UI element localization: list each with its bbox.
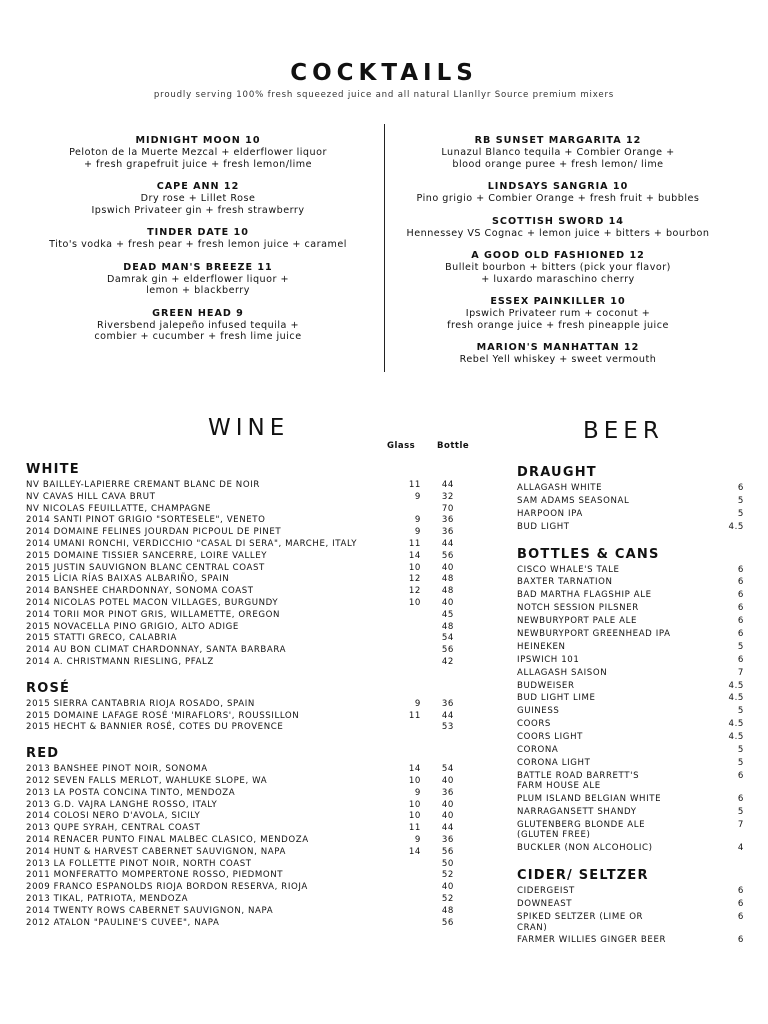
beer-row	[517, 706, 747, 719]
beer-row	[517, 603, 747, 616]
wine-row	[26, 598, 466, 610]
wine-name: 2015 SIERRA CANTABRIA RIOJA ROSADO, SPAIN	[26, 698, 255, 709]
beer-name: BUDWEISER	[517, 680, 575, 691]
wine-glass-price: 11	[408, 480, 421, 490]
wine-row	[26, 823, 466, 835]
wine-row	[26, 574, 466, 586]
beer-row	[517, 807, 747, 820]
wine-name: 2014 NICOLAS POTEL MACON VILLAGES, BURGUNDY	[26, 597, 279, 608]
cocktail-description: Rebel Yell whiskey + sweet vermouth	[459, 354, 657, 365]
beer-price: 6	[737, 912, 744, 923]
wine-name: 2013 LA FOLLETTE PINOT NOIR, NORTH COAST	[26, 858, 252, 869]
beer-name: NOTCH SESSION PILSNER	[517, 603, 639, 614]
beer-name: BUD LIGHT LIME	[517, 693, 596, 704]
wine-section	[26, 462, 466, 669]
beer-name: CISCO WHALE'S TALE	[517, 564, 620, 575]
wine-row	[26, 894, 466, 906]
wine-name: 2014 TORII MOR PINOT GRIS, WILLAMETTE, OREGON	[26, 609, 281, 620]
wine-name: 2013 BANSHEE PINOT NOIR, SONOMA	[26, 764, 208, 775]
wine-title: WINE	[208, 415, 290, 441]
beer-name: GLUTENBERG BLONDE ALE (GLUTEN FREE)	[517, 819, 646, 841]
beer-name: COORS	[517, 719, 551, 730]
wine-row	[26, 539, 466, 551]
beer-row	[517, 912, 747, 935]
cocktail-column-left	[18, 135, 378, 354]
beer-row	[517, 577, 747, 590]
beer-name: BUD LIGHT	[517, 521, 570, 532]
cocktail-description: fresh orange juice + fresh pineapple juice	[447, 319, 669, 331]
wine-bottle-price: 48	[441, 905, 454, 916]
wine-row	[26, 811, 466, 823]
wine-row	[26, 918, 466, 930]
beer-name: HARPOON IPA	[517, 508, 583, 519]
wine-bottle-price: 48	[441, 574, 454, 585]
beer-price: 6	[737, 794, 744, 805]
wine-bottle-price: 44	[441, 710, 454, 721]
beer-name: CORONA	[517, 745, 559, 756]
beer-name: FARMER WILLIES GINGER BEER	[517, 935, 667, 946]
wine-list	[26, 462, 466, 941]
wine-bottle-price: 52	[441, 893, 454, 904]
wine-name: 2014 A. CHRISTMANN RIESLING, PFALZ	[26, 656, 214, 667]
beer-row	[517, 496, 747, 509]
beer-name: BATTLE ROAD BARRETT'S FARM HOUSE ALE	[517, 770, 640, 792]
bottle-column-header: Bottle	[437, 441, 470, 451]
beer-price: 6	[737, 886, 744, 897]
beer-section	[517, 868, 747, 948]
beer-list	[517, 465, 747, 960]
wine-section	[26, 746, 466, 929]
beer-row	[517, 758, 747, 771]
cocktail-description: Ipswich Privateer gin + fresh strawberry	[91, 204, 305, 216]
beer-row	[517, 719, 747, 732]
wine-name: 2015 STATTI GRECO, CALABRIA	[26, 633, 177, 644]
beer-name: ALLAGASH WHITE	[517, 483, 603, 493]
cocktail-description: + fresh grapefruit juice + fresh lemon/lime	[83, 158, 313, 170]
wine-row	[26, 906, 466, 918]
cocktail-item	[18, 181, 378, 216]
wine-glass-price: 9	[414, 698, 421, 709]
beer-name: BAXTER TARNATION	[517, 577, 613, 588]
cocktail-description: Ipswich Privateer rum + coconut +	[465, 308, 651, 319]
wine-bottle-price: 48	[441, 586, 454, 597]
wine-glass-price: 11	[408, 823, 421, 834]
beer-price: 4.5	[728, 693, 744, 704]
beer-row	[517, 794, 747, 807]
wine-row	[26, 764, 466, 776]
wine-glass-price: 9	[414, 491, 421, 502]
wine-glass-price: 14	[408, 550, 421, 561]
wine-bottle-price: 56	[441, 645, 454, 656]
wine-glass-price: 10	[408, 811, 421, 822]
wine-name: NV BAILLEY-LAPIERRE CREMANT BLANC DE NOIR	[26, 480, 260, 490]
wine-name: 2014 UMANI RONCHI, VERDICCHIO "CASAL DI SERA", MARCHE, ITALY	[26, 538, 358, 549]
cocktail-name: DEAD MAN'S BREEZE 11	[123, 261, 273, 273]
beer-row	[517, 886, 747, 899]
cocktail-name: LINDSAYS SANGRIA 10	[487, 181, 629, 192]
cocktails-title: COCKTAILS	[290, 60, 478, 86]
wine-name: 2012 ATALON "PAULINE'S CUVEE", NAPA	[26, 917, 220, 928]
beer-price: 5	[737, 706, 744, 717]
cocktail-name: TINDER DATE 10	[147, 227, 249, 238]
wine-name: 2015 LÍCIA RÍAS BAIXAS ALBARIÑO, SPAIN	[26, 574, 230, 585]
wine-name: 2011 MONFERATTO MOMPERTONE ROSSO, PIEDMONT	[26, 870, 284, 881]
wine-row	[26, 800, 466, 812]
beer-name: SPIKED SELTZER (LIME OR CRAN)	[517, 912, 644, 933]
beer-row	[517, 843, 747, 856]
wine-bottle-price: 56	[441, 917, 454, 928]
wine-glass-price: 12	[408, 586, 421, 597]
cocktail-name: RB SUNSET MARGARITA 12	[474, 135, 642, 146]
wine-row	[26, 722, 466, 734]
beer-section	[517, 465, 747, 535]
cocktail-item	[378, 342, 738, 366]
wine-row	[26, 610, 466, 622]
beer-price: 5	[737, 757, 744, 768]
beer-section	[517, 547, 747, 857]
beer-row	[517, 509, 747, 522]
wine-name: 2014 BANSHEE CHARDONNAY, SONOMA COAST	[26, 586, 254, 597]
wine-name: 2014 TWENTY ROWS CABERNET SAUVIGNON, NAPA	[26, 905, 274, 916]
wine-bottle-price: 40	[441, 811, 454, 822]
wine-row	[26, 657, 466, 669]
cocktail-description: Riversbend jalepeño infused tequila +	[96, 319, 300, 331]
beer-row	[517, 522, 747, 535]
wine-row	[26, 645, 466, 657]
cocktail-description: Lunazul Blanco tequila + Combier Orange +	[441, 147, 675, 158]
wine-row	[26, 586, 466, 598]
wine-glass-price: 10	[408, 562, 421, 573]
beer-price: 6	[737, 654, 744, 665]
wine-name: NV CAVAS HILL CAVA BRUT	[26, 491, 156, 502]
wine-row	[26, 515, 466, 527]
cocktail-description: + luxardo maraschino cherry	[481, 273, 635, 285]
cocktail-item	[18, 135, 378, 170]
wine-section	[26, 681, 466, 734]
wine-row	[26, 788, 466, 800]
cocktail-item	[378, 250, 738, 285]
wine-bottle-price: 48	[441, 621, 454, 632]
wine-row	[26, 776, 466, 788]
beer-price: 6	[737, 770, 744, 781]
beer-price: 5	[737, 641, 744, 652]
wine-name: 2015 HECHT & BANNIER ROSÉ, COTES DU PROVENCE	[26, 722, 284, 733]
beer-price: 5	[737, 495, 744, 506]
wine-row	[26, 563, 466, 575]
wine-bottle-price: 44	[441, 538, 454, 549]
wine-name: 2014 AU BON CLIMAT CHARDONNAY, SANTA BARBARA	[26, 645, 287, 656]
beer-row	[517, 935, 747, 948]
wine-name: 2014 SANTI PINOT GRIGIO "SORTESELE", VENETO	[26, 515, 266, 526]
wine-row	[26, 504, 466, 516]
cocktail-item	[378, 216, 738, 240]
wine-row	[26, 859, 466, 871]
wine-name: 2014 HUNT & HARVEST CABERNET SAUVIGNON, NAPA	[26, 846, 286, 857]
wine-bottle-price: 52	[441, 870, 454, 881]
cocktail-item	[378, 296, 738, 331]
beer-name: NEWBURYPORT PALE ALE	[517, 616, 638, 627]
wine-row	[26, 870, 466, 882]
beer-price: 6	[737, 590, 744, 601]
beer-price: 4	[737, 843, 744, 854]
beer-row	[517, 668, 747, 681]
wine-row	[26, 882, 466, 894]
beer-row	[517, 642, 747, 655]
beer-row	[517, 681, 747, 694]
beer-price: 4.5	[728, 680, 744, 691]
beer-name: ALLAGASH SAISON	[517, 667, 608, 678]
beer-title: BEER	[583, 418, 664, 444]
wine-row	[26, 711, 466, 723]
wine-bottle-price: 40	[441, 882, 454, 893]
wine-section-heading: ROSÉ	[26, 680, 71, 696]
wine-bottle-price: 56	[441, 550, 454, 561]
wine-bottle-price: 40	[441, 775, 454, 786]
wine-bottle-price: 44	[441, 480, 454, 490]
beer-section-heading: DRAUGHT	[517, 465, 597, 480]
wine-row	[26, 551, 466, 563]
beer-row	[517, 820, 747, 843]
beer-row	[517, 771, 747, 794]
wine-glass-price: 10	[408, 799, 421, 810]
wine-bottle-price: 45	[441, 609, 454, 620]
cocktail-name: SCOTTISH SWORD 14	[492, 215, 624, 227]
wine-bottle-price: 54	[441, 764, 454, 775]
beer-row	[517, 590, 747, 603]
wine-glass-price: 12	[408, 574, 421, 585]
wine-row	[26, 633, 466, 645]
wine-name: NV NICOLAS FEUILLATTE, CHAMPAGNE	[26, 503, 212, 514]
beer-row	[517, 629, 747, 642]
wine-name: 2013 TIKAL, PATRIOTA, MENDOZA	[26, 893, 189, 904]
beer-name: SAM ADAMS SEASONAL	[517, 495, 630, 506]
wine-row	[26, 835, 466, 847]
wine-bottle-price: 44	[441, 823, 454, 834]
wine-bottle-price: 40	[441, 597, 454, 608]
cocktail-name: A GOOD OLD FASHIONED 12	[471, 250, 645, 261]
cocktail-name: MARION'S MANHATTAN 12	[476, 342, 640, 353]
wine-glass-price: 11	[408, 538, 421, 549]
beer-price: 5	[737, 807, 744, 818]
cocktails-subtitle: proudly serving 100% fresh squeezed juice and all natural Llanllyr Source premium mixers	[153, 90, 615, 100]
wine-section-heading: RED	[26, 746, 60, 762]
beer-name: PLUM ISLAND BELGIAN WHITE	[517, 794, 662, 805]
wine-bottle-price: 70	[441, 503, 454, 514]
beer-row	[517, 899, 747, 912]
wine-name: 2015 JUSTIN SAUVIGNON BLANC CENTRAL COAST	[26, 562, 265, 573]
cocktail-item	[18, 227, 378, 251]
glass-column-header: Glass	[387, 441, 416, 451]
wine-row	[26, 622, 466, 634]
wine-name: 2015 DOMAINE TISSIER SANCERRE, LOIRE VALLEY	[26, 550, 268, 561]
wine-bottle-price: 36	[441, 527, 454, 538]
beer-name: NEWBURYPORT GREENHEAD IPA	[517, 629, 671, 640]
beer-name: BAD MARTHA FLAGSHIP ALE	[517, 590, 652, 601]
cocktail-item	[378, 181, 738, 205]
beer-section-heading: CIDER/ SELTZER	[517, 868, 649, 884]
wine-bottle-price: 40	[441, 799, 454, 810]
beer-row	[517, 693, 747, 706]
beer-price: 4.5	[728, 719, 744, 730]
cocktail-item	[18, 308, 378, 343]
beer-name: CIDERGEIST	[517, 886, 575, 897]
beer-price: 6	[737, 935, 744, 946]
beer-price: 6	[737, 483, 744, 493]
beer-price: 5	[737, 508, 744, 519]
beer-name: IPSWICH 101	[517, 654, 580, 665]
beer-name: COORS LIGHT	[517, 732, 583, 743]
wine-name: 2013 G.D. VAJRA LANGHE ROSSO, ITALY	[26, 799, 218, 810]
wine-name: 2014 DOMAINE FELINES JOURDAN PICPOUL DE PINET	[26, 527, 282, 538]
cocktail-name: ESSEX PAINKILLER 10	[490, 296, 626, 307]
wine-bottle-price: 56	[441, 846, 454, 857]
beer-price: 6	[737, 899, 744, 910]
wine-row	[26, 492, 466, 504]
cocktail-description: lemon + blackberry	[146, 285, 250, 296]
cocktail-description: Dry rose + Lillet Rose	[140, 193, 256, 204]
wine-glass-price: 10	[408, 775, 421, 786]
beer-price: 7	[737, 667, 744, 678]
wine-bottle-price: 50	[441, 858, 454, 869]
wine-name: 2014 RENACER PUNTO FINAL MALBEC CLASICO, MENDOZA	[26, 834, 309, 845]
wine-row	[26, 480, 466, 492]
wine-bottle-price: 36	[441, 698, 454, 709]
wine-row	[26, 527, 466, 539]
cocktail-description: combier + cucumber + fresh lime juice	[94, 331, 302, 342]
wine-row	[26, 699, 466, 711]
wine-bottle-price: 42	[441, 656, 454, 667]
beer-row	[517, 616, 747, 629]
wine-bottle-price: 36	[441, 515, 454, 526]
wine-bottle-price: 36	[441, 834, 454, 845]
wine-name: 2009 FRANCO ESPANOLDS RIOJA BORDON RESERVA, RIOJA	[26, 882, 308, 893]
beer-name: CORONA LIGHT	[517, 757, 591, 768]
wine-bottle-price: 53	[441, 722, 454, 733]
wine-glass-price: 10	[408, 597, 421, 608]
wine-name: 2012 SEVEN FALLS MERLOT, WAHLUKE SLOPE, WA	[26, 775, 268, 786]
wine-bottle-price: 40	[441, 562, 454, 573]
beer-price: 7	[737, 819, 744, 830]
wine-glass-price: 9	[414, 787, 421, 798]
cocktail-name: GREEN HEAD 9	[152, 307, 244, 319]
beer-row	[517, 655, 747, 668]
beer-price: 6	[737, 629, 744, 640]
beer-price: 6	[737, 564, 744, 575]
beer-row	[517, 732, 747, 745]
beer-section-heading: BOTTLES & CANS	[517, 546, 660, 562]
beer-name: HEINEKEN	[517, 641, 566, 652]
wine-glass-price: 9	[414, 515, 421, 526]
beer-price: 4.5	[728, 521, 744, 532]
cocktail-item	[378, 135, 738, 170]
beer-price: 6	[737, 577, 744, 588]
cocktail-item	[18, 262, 378, 297]
wine-name: 2013 QUPE SYRAH, CENTRAL COAST	[26, 823, 201, 834]
cocktail-column-right	[378, 135, 738, 377]
cocktail-description: Bulleit bourbon + bitters (pick your flavor)	[445, 262, 671, 273]
wine-glass-price: 9	[414, 834, 421, 845]
cocktail-description: Tito's vodka + fresh pear + fresh lemon juice + caramel	[49, 239, 347, 250]
cocktail-description: blood orange puree + fresh lemon/ lime	[452, 158, 664, 170]
beer-name: DOWNEAST	[517, 899, 573, 910]
cocktail-description: Pino grigio + Combier Orange + fresh fruit + bubbles	[416, 193, 700, 204]
wine-name: 2014 COLOSI NERO D'AVOLA, SICILY	[26, 811, 201, 822]
wine-name: 2013 LA POSTA CONCINA TINTO, MENDOZA	[26, 787, 236, 798]
beer-name: BUCKLER (NON ALCOHOLIC)	[517, 843, 653, 854]
beer-row	[517, 745, 747, 758]
beer-price: 4.5	[728, 732, 744, 743]
beer-name: NARRAGANSETT SHANDY	[517, 807, 637, 818]
wine-bottle-price: 54	[441, 633, 454, 644]
cocktail-description: Hennessey VS Cognac + lemon juice + bitters + bourbon	[406, 227, 710, 239]
wine-bottle-price: 32	[441, 491, 454, 502]
wine-glass-price: 9	[414, 527, 421, 538]
beer-price: 6	[737, 616, 744, 627]
cocktail-description: Damrak gin + elderflower liquor +	[106, 273, 290, 285]
beer-price: 5	[737, 745, 744, 756]
beer-name: GUINESS	[517, 706, 560, 717]
wine-name: 2015 NOVACELLA PINO GRIGIO, ALTO ADIGE	[26, 621, 239, 632]
beer-row	[517, 565, 747, 578]
cocktail-name: CAPE ANN 12	[156, 181, 240, 192]
cocktail-name: MIDNIGHT MOON 10	[135, 135, 261, 146]
wine-bottle-price: 36	[441, 787, 454, 798]
wine-glass-price: 14	[408, 764, 421, 775]
beer-row	[517, 483, 747, 496]
wine-section-heading: WHITE	[26, 462, 80, 477]
wine-name: 2015 DOMAINE LAFAGE ROSÉ 'MIRAFLORS', ROUSSILLON	[26, 710, 300, 721]
wine-row	[26, 847, 466, 859]
cocktail-description: Peloton de la Muerte Mezcal + elderflower liquor	[69, 147, 327, 158]
beer-price: 6	[737, 603, 744, 614]
wine-glass-price: 11	[408, 710, 421, 721]
wine-glass-price: 14	[408, 846, 421, 857]
